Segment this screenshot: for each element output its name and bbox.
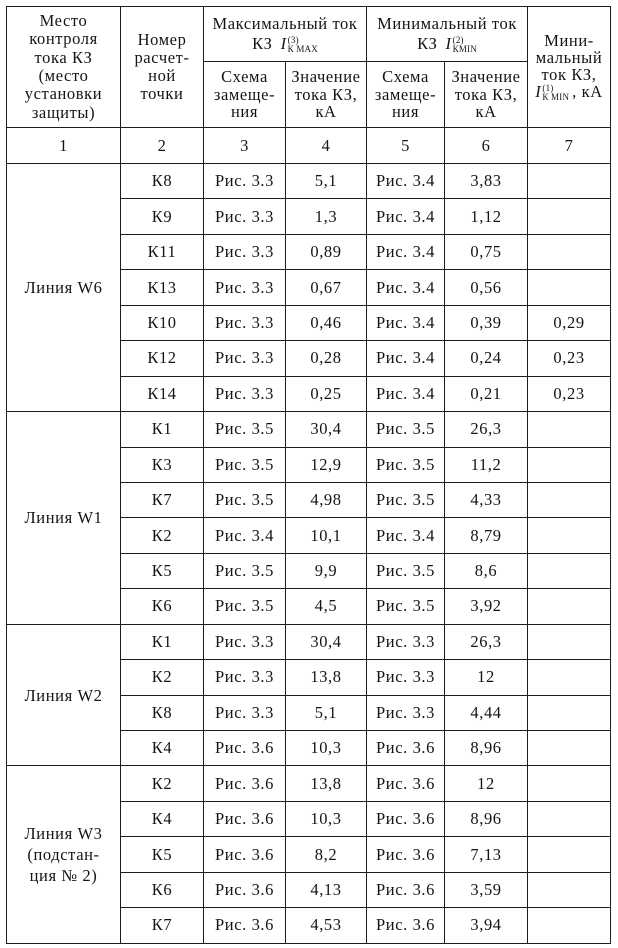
max-scheme-cell: Рис. 3.6 (204, 837, 286, 872)
header-min-scheme: Схема замеще- ния (367, 62, 445, 128)
header-max-scheme: Схема замеще- ния (204, 62, 286, 128)
single-value-cell: 0,29 (528, 305, 611, 340)
column-number: 2 (121, 128, 204, 164)
min-value-cell: 3,94 (445, 908, 528, 943)
min-value-cell: 12 (445, 660, 528, 695)
min-value-cell: 1,12 (445, 199, 528, 234)
max-value-cell: 10,3 (286, 731, 367, 766)
single-value-cell: 0,23 (528, 376, 611, 411)
single-value-cell (528, 872, 611, 907)
min-value-cell: 4,44 (445, 695, 528, 730)
header-point-number: Номер расчет- ной точки (121, 7, 204, 128)
max-value-cell: 10,3 (286, 801, 367, 836)
current-symbol-min (446, 34, 477, 54)
min-scheme-cell: Рис. 3.3 (367, 660, 445, 695)
max-scheme-cell: Рис. 3.3 (204, 199, 286, 234)
header-max-prefix: КЗ (252, 34, 273, 53)
header-max-current (204, 7, 367, 62)
single-value-cell (528, 518, 611, 553)
min-scheme-cell: Рис. 3.4 (367, 199, 445, 234)
max-value-cell: 4,5 (286, 589, 367, 624)
table-row (7, 624, 611, 659)
location-cell: Линия W3 (подстан- ция № 2) (7, 766, 121, 943)
point-cell: К7 (121, 908, 204, 943)
min-scheme-cell: Рис. 3.6 (367, 801, 445, 836)
point-cell: К5 (121, 837, 204, 872)
max-scheme-cell: Рис. 3.5 (204, 447, 286, 482)
short-circuit-current-table (6, 6, 611, 944)
min-scheme-cell: Рис. 3.5 (367, 412, 445, 447)
min-value-cell: 26,3 (445, 412, 528, 447)
header-min-current (367, 7, 528, 62)
min-scheme-cell: Рис. 3.4 (367, 305, 445, 340)
table-row (7, 164, 611, 199)
current-symbol-max (281, 34, 318, 54)
single-value-cell (528, 482, 611, 517)
column-number-row (7, 128, 611, 164)
min-value-cell: 3,92 (445, 589, 528, 624)
min-value-cell: 0,56 (445, 270, 528, 305)
single-value-cell (528, 164, 611, 199)
max-scheme-cell: Рис. 3.5 (204, 412, 286, 447)
max-scheme-cell: Рис. 3.3 (204, 341, 286, 376)
max-scheme-cell: Рис. 3.3 (204, 695, 286, 730)
min-scheme-cell: Рис. 3.3 (367, 624, 445, 659)
single-value-cell (528, 660, 611, 695)
max-value-cell: 5,1 (286, 164, 367, 199)
min-value-cell: 8,6 (445, 553, 528, 588)
single-value-cell (528, 624, 611, 659)
current-superscript: (1) (542, 83, 554, 93)
table-row (7, 412, 611, 447)
location-cell: Линия W6 (7, 164, 121, 412)
max-value-cell: 0,25 (286, 376, 367, 411)
single-value-cell (528, 270, 611, 305)
max-value-cell: 0,46 (286, 305, 367, 340)
single-value-cell (528, 412, 611, 447)
point-cell: К6 (121, 589, 204, 624)
max-scheme-cell: Рис. 3.3 (204, 376, 286, 411)
point-cell: К8 (121, 164, 204, 199)
min-value-cell: 0,24 (445, 341, 528, 376)
max-scheme-cell: Рис. 3.3 (204, 270, 286, 305)
max-scheme-cell: Рис. 3.6 (204, 908, 286, 943)
min-value-cell: 0,39 (445, 305, 528, 340)
current-subscript: КMIN (452, 44, 477, 54)
column-number: 5 (367, 128, 445, 164)
single-value-cell (528, 801, 611, 836)
min-value-cell: 3,59 (445, 872, 528, 907)
single-value-cell (528, 837, 611, 872)
header-max-title: Максимальный ток (212, 14, 358, 33)
min-scheme-cell: Рис. 3.4 (367, 270, 445, 305)
min-value-cell: 4,33 (445, 482, 528, 517)
max-scheme-cell: Рис. 3.4 (204, 518, 286, 553)
column-number: 4 (286, 128, 367, 164)
max-scheme-cell: Рис. 3.3 (204, 660, 286, 695)
max-scheme-cell: Рис. 3.6 (204, 801, 286, 836)
max-value-cell: 0,89 (286, 234, 367, 269)
min-scheme-cell: Рис. 3.5 (367, 589, 445, 624)
min-value-cell: 12 (445, 766, 528, 801)
header-location: Место контроля тока КЗ (место установки защиты) (7, 7, 121, 128)
min-scheme-cell: Рис. 3.6 (367, 766, 445, 801)
max-value-cell: 1,3 (286, 199, 367, 234)
single-value-cell (528, 553, 611, 588)
location-cell: Линия W1 (7, 412, 121, 625)
point-cell: К12 (121, 341, 204, 376)
point-cell: К10 (121, 305, 204, 340)
max-scheme-cell: Рис. 3.6 (204, 872, 286, 907)
max-scheme-cell: Рис. 3.3 (204, 305, 286, 340)
min-scheme-cell: Рис. 3.4 (367, 164, 445, 199)
min-scheme-cell: Рис. 3.4 (367, 341, 445, 376)
point-cell: К8 (121, 695, 204, 730)
min-value-cell: 8,79 (445, 518, 528, 553)
header-min-value: Значение тока КЗ, кА (445, 62, 528, 128)
current-symbol: I (535, 82, 542, 101)
min-value-cell: 7,13 (445, 837, 528, 872)
min-scheme-cell: Рис. 3.5 (367, 447, 445, 482)
max-value-cell: 30,4 (286, 412, 367, 447)
current-symbol-single (535, 83, 569, 102)
current-superscript: (3) (287, 35, 299, 45)
min-scheme-cell: Рис. 3.5 (367, 482, 445, 517)
point-cell: К4 (121, 801, 204, 836)
min-value-cell: 0,21 (445, 376, 528, 411)
max-scheme-cell: Рис. 3.5 (204, 589, 286, 624)
current-symbol: I (445, 34, 452, 53)
max-value-cell: 30,4 (286, 624, 367, 659)
max-scheme-cell: Рис. 3.5 (204, 553, 286, 588)
min-value-cell: 26,3 (445, 624, 528, 659)
max-value-cell: 10,1 (286, 518, 367, 553)
point-cell: К14 (121, 376, 204, 411)
header-single-formula (531, 83, 607, 102)
current-superscript: (2) (452, 35, 464, 45)
point-cell: К1 (121, 624, 204, 659)
point-cell: К13 (121, 270, 204, 305)
point-cell: К11 (121, 234, 204, 269)
column-number: 7 (528, 128, 611, 164)
max-scheme-cell: Рис. 3.3 (204, 234, 286, 269)
table-row (7, 766, 611, 801)
point-cell: К1 (121, 412, 204, 447)
point-cell: К2 (121, 518, 204, 553)
max-value-cell: 9,9 (286, 553, 367, 588)
current-subscript: К MIN (542, 92, 570, 102)
max-value-cell: 4,13 (286, 872, 367, 907)
single-value-cell (528, 766, 611, 801)
point-cell: К2 (121, 660, 204, 695)
point-cell: К7 (121, 482, 204, 517)
max-value-cell: 4,53 (286, 908, 367, 943)
header-single-title: Мини- мальный ток КЗ, (535, 31, 603, 84)
header-max-value: Значение тока КЗ, кА (286, 62, 367, 128)
current-subscript: К MAX (287, 44, 318, 54)
single-value-cell (528, 908, 611, 943)
max-value-cell: 13,8 (286, 766, 367, 801)
column-number: 3 (204, 128, 286, 164)
column-number: 1 (7, 128, 121, 164)
max-scheme-cell: Рис. 3.3 (204, 624, 286, 659)
single-value-cell (528, 695, 611, 730)
min-scheme-cell: Рис. 3.5 (367, 553, 445, 588)
single-value-cell (528, 589, 611, 624)
min-value-cell: 8,96 (445, 731, 528, 766)
single-value-cell (528, 234, 611, 269)
min-scheme-cell: Рис. 3.6 (367, 908, 445, 943)
min-value-cell: 0,75 (445, 234, 528, 269)
max-value-cell: 0,67 (286, 270, 367, 305)
current-symbol: I (280, 34, 287, 53)
single-value-cell (528, 447, 611, 482)
min-scheme-cell: Рис. 3.6 (367, 731, 445, 766)
min-scheme-cell: Рис. 3.4 (367, 376, 445, 411)
min-scheme-cell: Рис. 3.6 (367, 872, 445, 907)
max-scheme-cell: Рис. 3.6 (204, 766, 286, 801)
min-value-cell: 3,83 (445, 164, 528, 199)
min-scheme-cell: Рис. 3.4 (367, 234, 445, 269)
table-header (7, 7, 611, 164)
max-value-cell: 4,98 (286, 482, 367, 517)
min-value-cell: 11,2 (445, 447, 528, 482)
header-min-title: Минимальный ток (377, 14, 517, 33)
min-scheme-cell: Рис. 3.6 (367, 837, 445, 872)
max-scheme-cell: Рис. 3.5 (204, 482, 286, 517)
point-cell: К4 (121, 731, 204, 766)
table-body (7, 164, 611, 944)
single-value-cell (528, 199, 611, 234)
header-max-formula (207, 34, 363, 54)
point-cell: К6 (121, 872, 204, 907)
max-value-cell: 12,9 (286, 447, 367, 482)
max-value-cell: 5,1 (286, 695, 367, 730)
single-value-cell (528, 731, 611, 766)
header-single-unit: , кА (572, 82, 603, 101)
max-value-cell: 8,2 (286, 837, 367, 872)
point-cell: К5 (121, 553, 204, 588)
min-scheme-cell: Рис. 3.3 (367, 695, 445, 730)
header-single-phase-current (528, 7, 611, 128)
column-number: 6 (445, 128, 528, 164)
point-cell: К9 (121, 199, 204, 234)
location-cell: Линия W2 (7, 624, 121, 766)
max-value-cell: 0,28 (286, 341, 367, 376)
min-scheme-cell: Рис. 3.4 (367, 518, 445, 553)
min-value-cell: 8,96 (445, 801, 528, 836)
header-min-formula (370, 34, 524, 54)
point-cell: К2 (121, 766, 204, 801)
max-scheme-cell: Рис. 3.6 (204, 731, 286, 766)
header-row (7, 7, 611, 62)
single-value-cell: 0,23 (528, 341, 611, 376)
max-value-cell: 13,8 (286, 660, 367, 695)
point-cell: К3 (121, 447, 204, 482)
max-scheme-cell: Рис. 3.3 (204, 164, 286, 199)
header-min-prefix: КЗ (417, 34, 438, 53)
